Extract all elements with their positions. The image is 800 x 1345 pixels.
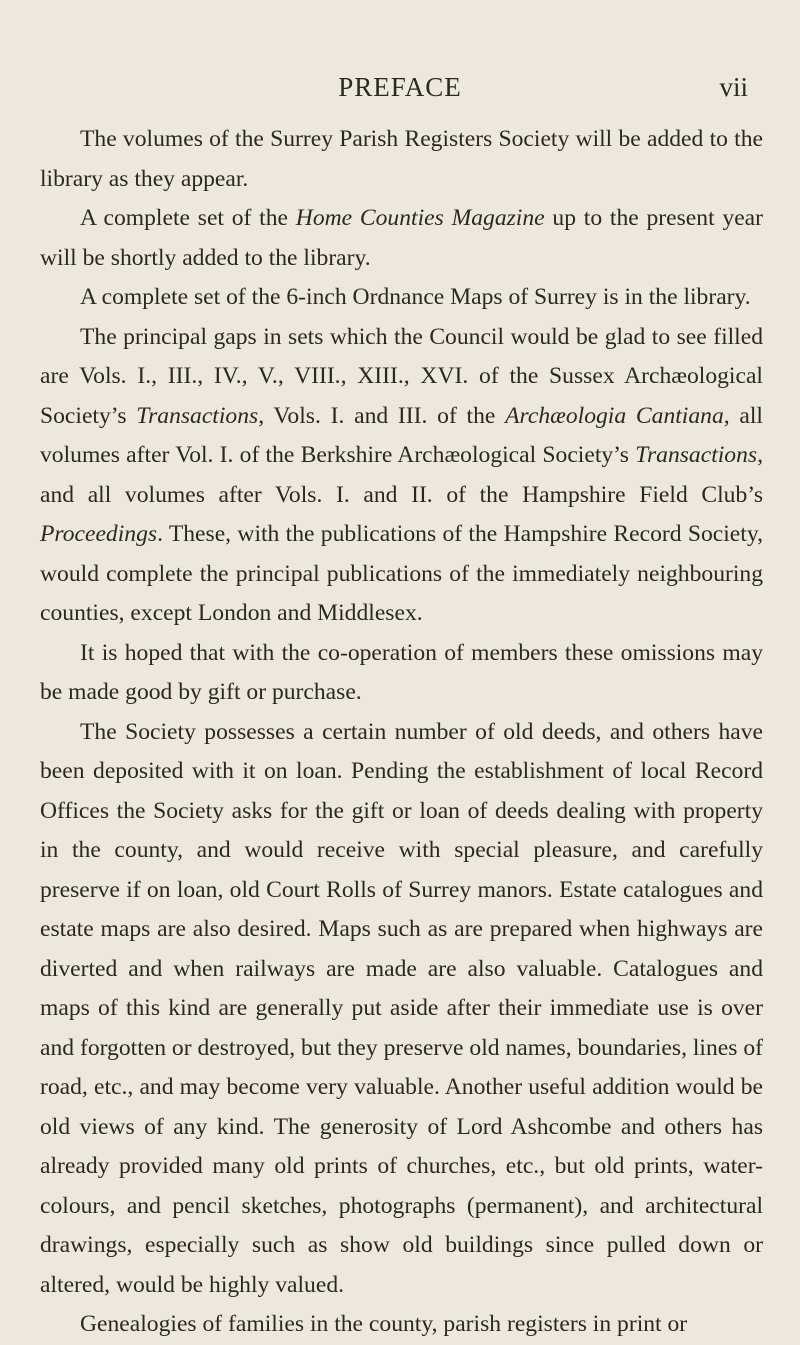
paragraph: The principal gaps in sets which the Council would be glad to see filled are Vols. I., III., IV., V., VIII., XIII., XVI. of the Sussex Archæological Society’s Transactions, Vols. I. and III. of the Archæologia Cantiana, all volumes after Vol. I. of the Berkshire Archæological Society’s Transactions, and all volumes after Vols. I. and II. of the Hampshire Field Club’s Proceedings. These, with the publications of the Hampshire Record Society, would complete the principal publications of the immediately neighbouring counties, except London and Middlesex. [40, 323, 763, 626]
body-text [40, 120, 763, 1345]
paragraph: Genealogies of families in the county, parish registers in print or [80, 1311, 688, 1337]
paragraph: A complete set of the 6-inch Ordnance Maps of Surrey is in the library. [80, 284, 751, 310]
paragraph: A complete set of the Home Counties Magazine up to the present year will be shortly added to the library. [40, 205, 763, 271]
paragraph: It is hoped that with the co-operation of members these omissions may be made good by gift or purchase. [40, 639, 763, 705]
paragraph: The volumes of the Surrey Parish Registers Society will be added to the library as they appear. [40, 126, 763, 192]
paragraph: The Society possesses a certain number of old deeds, and others have been deposited with it on loan. Pending the establishment of local Record Offices the Society asks for the gift or loan of deeds dealing with property in the county, and would receive with special pleasure, and carefully preserve if on loan, old Court Rolls of Surrey manors. Estate catalogues and estate maps are also desired. Maps such as are prepared when highways are diverted and when railways are made are also valuable. Catalogues and maps of this kind are generally put aside after their immediate use is over and forgotten or destroyed, but they preserve old names, boundaries, lines of road, etc., and may become very valuable. Another useful addition would be old views of any kind. The generosity of Lord Ashcombe and others has already provided many old prints of churches, etc., but old prints, water-colours, and pencil sketches, photographs (permanent), and architectural drawings, especially such as show old buildings since pulled down or altered, would be highly valued. [40, 718, 763, 1298]
running-title: PREFACE [338, 72, 462, 102]
running-header [40, 72, 760, 112]
page-number: vii [719, 72, 748, 102]
